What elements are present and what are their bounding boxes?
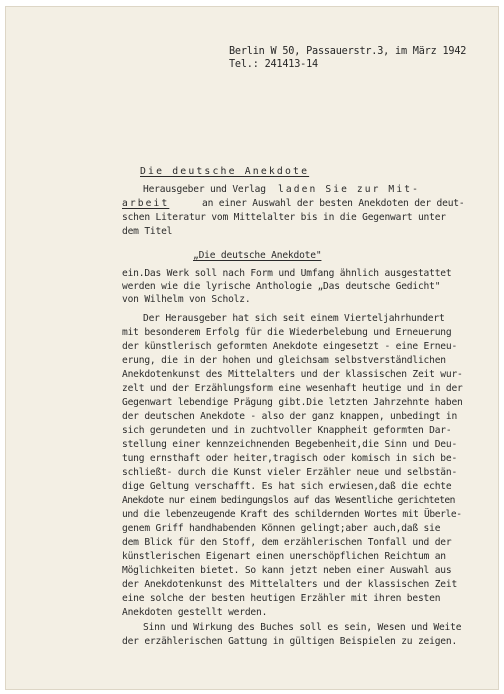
p1-line3: schen Literatur vom Mittelalter bis in die Gegenwart unter	[122, 212, 446, 223]
letterhead-address: Berlin W 50, Passauerstr.3, im März 1942	[229, 46, 467, 57]
p3-line: stellung einer kennzeichnenden Begebenheit,die Sinn und Deu-	[122, 439, 458, 450]
p3-line: Der Herausgeber hat sich seit einem Vierteljahrhundert	[143, 313, 445, 324]
p3-line: Anekdote nur einem bedingungslos auf das Wesentliche gerichteten	[122, 495, 455, 506]
p3-line: tung ernsthaft oder heiter,tragisch oder komisch in sich be-	[122, 453, 458, 464]
p3-line: schließt- durch die Kunst vieler Erzähler neue und selbstän-	[122, 467, 458, 478]
p3-line: mit besonderem Erfolg für die Wiederbelebung und Erneuerung	[122, 327, 452, 338]
p1-line1-a: Herausgeber und Verlag	[143, 184, 266, 195]
p3-line: der Anekdotenkunst des Mittelalters und der klassischen Zeit	[122, 579, 458, 590]
p3-line: der deutschen Anekdote - also der ganz knappen, unbedingt in	[122, 411, 458, 422]
p3-line: und die lebenzeugende Kraft des schildernden Wortes mit Überle-	[122, 509, 462, 520]
p3-line: Möglichkeiten bietet. So kann jetzt neben einer Auswahl aus	[122, 565, 452, 576]
p3-line: Anekdoten gestellt werden.	[122, 607, 268, 618]
p1-line2-b: an einer Auswahl der besten Anekdoten der deut-	[202, 198, 465, 209]
p1-line1-b: laden Sie zur Mit-	[278, 184, 420, 195]
p2-line: ein.Das Werk soll nach Form und Umfang ähnlich ausgestattet	[122, 268, 452, 279]
p3-line: eine solche der besten heutigen Erzähler mit ihren besten	[122, 593, 441, 604]
p3-line: künstlerischen Eigenart einen unerschöpflichen Reichtum an	[122, 551, 446, 562]
quoted-title: „Die deutsche Anekdote"	[193, 250, 322, 261]
p3-line: Anekdotenkunst des Mittelalters und der klassischen Zeit wur-	[122, 369, 463, 380]
letterhead-phone: Tel.: 241413-14	[229, 59, 318, 70]
p1-line4: dem Titel	[122, 226, 173, 237]
p3-line: erung, die in der hohen und gleichsam selbstverständlichen	[122, 355, 446, 366]
p3-line: zelt und der Erzählungsform eine wesenhaft heutige und in der	[122, 383, 463, 394]
p3-line: dige Geltung verschafft. Es hat sich erwiesen,daß die echte	[122, 481, 452, 492]
document-title: Die deutsche Anekdote	[140, 166, 310, 177]
p4-line: der erzählerischen Gattung in gültigen Beispielen zu zeigen.	[122, 636, 458, 647]
p1-line2-a: arbeit	[122, 198, 170, 209]
p3-line: dem Blick für den Stoff, dem erzählerischen Tonfall und der	[122, 537, 452, 548]
p3-line: Gegenwart lebendige Prägung gibt.Die letzten Jahrzehnte haben	[122, 397, 463, 408]
p4-line: Sinn und Wirkung des Buches soll es sein, Wesen und Weite	[143, 622, 462, 633]
p3-line: genem Griff handhabenden Können gelingt;aber auch,daß sie	[122, 523, 441, 534]
p3-line: sich gerundeten und in zuchtvoller Knappheit geformten Dar-	[122, 425, 452, 436]
p2-line: werden wie die lyrische Anthologie „Das deutsche Gedicht"	[122, 281, 441, 292]
p2-line: von Wilhelm von Scholz.	[122, 294, 251, 305]
p3-line: der künstlerisch geformten Anekdote eingesetzt - eine Erneu-	[122, 341, 458, 352]
